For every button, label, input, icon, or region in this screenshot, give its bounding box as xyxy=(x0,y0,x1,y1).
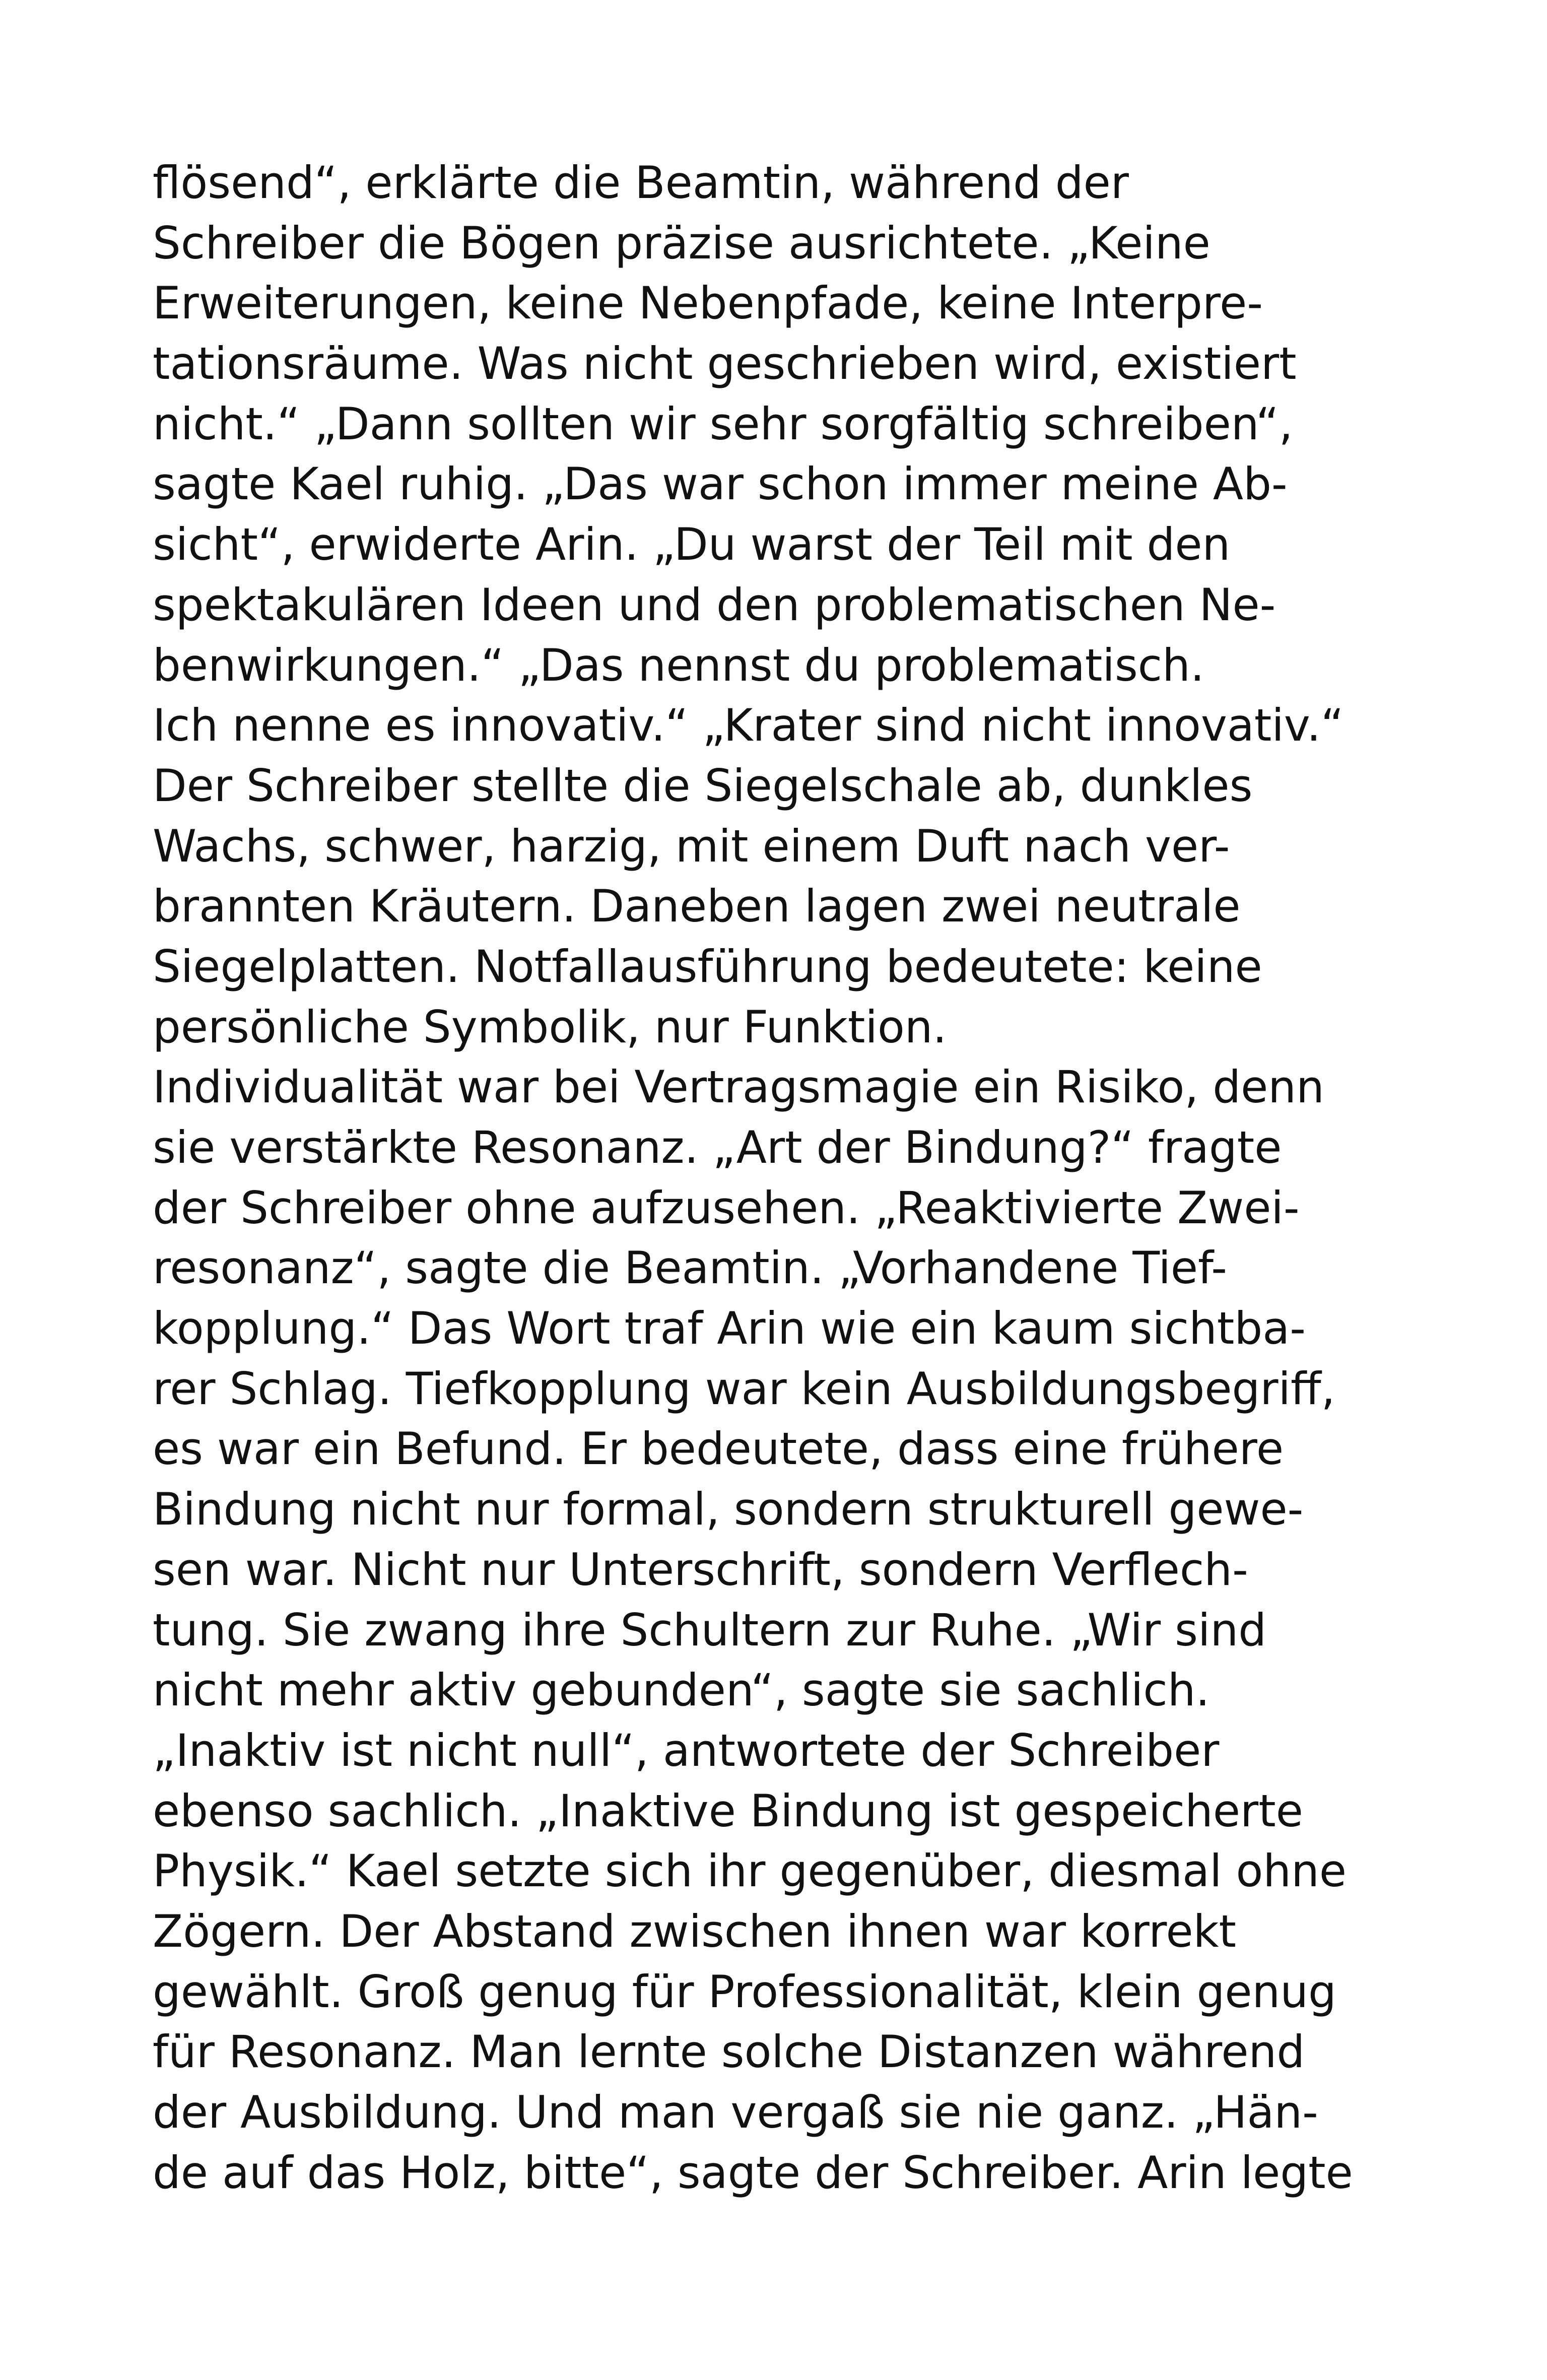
text-line: Wachs, schwer, harzig, mit einem Duft nach ver- xyxy=(153,820,1230,872)
text-line: rer Schlag. Tiefkopplung war kein Ausbildungsbegriff, xyxy=(153,1362,1335,1415)
text-line: es war ein Befund. Er bedeutete, dass eine frühere xyxy=(153,1423,1284,1475)
text-line: kopplung.“ Das Wort traf Arin wie ein kaum sichtba- xyxy=(153,1302,1306,1355)
text-line: flösend“, erklärte die Beamtin, während der xyxy=(153,157,1129,209)
text-line: „Inaktiv ist nicht null“, antwortete der Schreiber xyxy=(153,1724,1220,1776)
text-line: Ich nenne es innovativ.“ „Krater sind nicht innovativ.“ xyxy=(153,699,1344,752)
text-line: persönliche Symbolik, nur Funktion. xyxy=(153,1001,947,1053)
text-line: Der Schreiber stellte die Siegelschale ab, dunkles xyxy=(153,759,1253,812)
text-line: tationsräume. Was nicht geschrieben wird, existiert xyxy=(153,338,1297,390)
text-line: Erweiterungen, keine Nebenpfade, keine Interpre- xyxy=(153,277,1263,329)
text-line: Siegelplatten. Notfallausführung bedeutete: keine xyxy=(153,940,1262,993)
text-line: Zögern. Der Abstand zwischen ihnen war korrekt xyxy=(153,1905,1237,1957)
text-line: nicht.“ „Dann sollten wir sehr sorgfältig schreiben“, xyxy=(153,398,1293,450)
text-line: sagte Kael ruhig. „Das war schon immer meine Ab- xyxy=(153,458,1288,510)
text-line: ebenso sachlich. „Inaktive Bindung ist gespeicherte xyxy=(153,1784,1303,1837)
text-line: resonanz“, sagte die Beamtin. „Vorhandene Tief- xyxy=(153,1242,1227,1294)
text-line: tung. Sie zwang ihre Schultern zur Ruhe. „Wir sind xyxy=(153,1604,1267,1656)
text-line: de auf das Holz, bitte“, sagte der Schreiber. Arin legte xyxy=(153,2146,1353,2199)
text-line: spektakulären Ideen und den problematischen Ne- xyxy=(153,578,1276,631)
text-line: sie verstärkte Resonanz. „Art der Bindung?“ fragte xyxy=(153,1121,1282,1173)
text-line: sen war. Nicht nur Unterschrift, sondern Verflech- xyxy=(153,1543,1248,1596)
text-line: Individualität war bei Vertragsmagie ein Risiko, denn xyxy=(153,1061,1324,1113)
text-line: Schreiber die Bögen präzise ausrichtete. „Keine xyxy=(153,217,1210,269)
text-line: nicht mehr aktiv gebunden“, sagte sie sachlich. xyxy=(153,1664,1210,1716)
text-line: gewählt. Groß genug für Professionalität, klein genug xyxy=(153,1965,1336,2018)
text-line: Physik.“ Kael setzte sich ihr gegenüber, diesmal ohne xyxy=(153,1845,1347,1897)
text-line: der Ausbildung. Und man vergaß sie nie ganz. „Hän- xyxy=(153,2086,1318,2138)
text-line: benwirkungen.“ „Das nennst du problematisch. xyxy=(153,639,1204,691)
text-line: sicht“, erwiderte Arin. „Du warst der Teil mit den xyxy=(153,518,1231,571)
text-line: der Schreiber ohne aufzusehen. „Reaktivierte Zwei- xyxy=(153,1181,1300,1234)
text-line: für Resonanz. Man lernte solche Distanzen während xyxy=(153,2026,1305,2078)
text-line: Bindung nicht nur formal, sondern strukturell gewe- xyxy=(153,1483,1304,1536)
text-line: brannten Kräutern. Daneben lagen zwei neutrale xyxy=(153,880,1241,933)
body-text xyxy=(153,153,1402,2203)
